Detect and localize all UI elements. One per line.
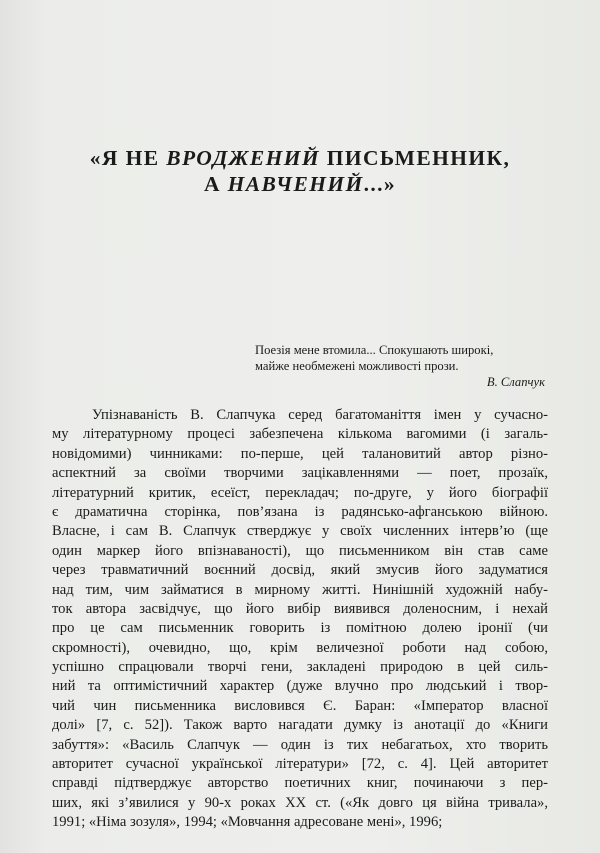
- title-line-1: [60, 145, 540, 171]
- body-line: ток автора засвідчує, що його вибір виявився доленосним, і нехай: [52, 600, 548, 617]
- body-line: ний та оптимістичний характер (дуже влучно про людський і твор-: [52, 678, 548, 695]
- body-line: через травматичний воєнний досвід, який змусив його задуматися: [52, 562, 548, 579]
- body-line: один маркер його впізнаваності), що письменником він став саме: [52, 542, 548, 559]
- epigraph-line: Поезія мене втомила... Спокушають широкі,: [255, 343, 494, 357]
- title-part: «Я НЕ: [89, 146, 167, 170]
- body-line: долі» [7, с. 52]). Також варто нагадати думку із анотації до «Книги: [52, 717, 548, 734]
- body-line: му літературному процесі забезпечена кількома вагомими (і загаль-: [52, 426, 548, 443]
- title-part: А: [203, 172, 228, 196]
- title-line-2: [60, 171, 540, 197]
- body-line: чий чин письменника висловився Є. Баран: «Імператор власної: [52, 697, 548, 714]
- body-line: Власне, і сам В. Слапчук стверджує у своїх численних інтерв’ю (ще: [52, 523, 548, 540]
- body-line: Упізнаваність В. Слапчука серед багатоманіття імен у сучасно-: [92, 407, 548, 423]
- body-line: 1991; «Німа зозуля», 1994; «Мовчання адресоване мені», 1996;: [52, 814, 443, 831]
- body-line: авторитет сучасної української літератури» [72, с. 4]. Цей авторитет: [52, 756, 548, 773]
- title-emphasis: НАВЧЕНИЙ: [227, 172, 364, 196]
- chapter-title: [60, 145, 540, 197]
- body-line: про це сам письменник говорить із помітною долею іронії (чи: [52, 620, 548, 637]
- title-part: ...»: [363, 172, 397, 196]
- epigraph-line: майже необмежені можливості прози.: [255, 359, 459, 373]
- epigraph: [255, 342, 545, 390]
- body-line: над тим, чим займатися в мирному житті. Нинішній художній набу-: [52, 581, 548, 598]
- body-line: справді підтверджує авторство поетичних книг, починаючи з пер-: [52, 775, 548, 792]
- title-part: ПИСЬМЕННИК,: [319, 146, 511, 170]
- body-line: є драматична сторінка, пов’язана із радянсько-афганською війною.: [52, 503, 548, 520]
- body-line: літературний критик, есеїст, перекладач; по-друге, у його біографії: [52, 484, 548, 501]
- body-line: забуття»: «Василь Слапчук — один із тих небагатьох, хто творить: [52, 736, 548, 753]
- body-paragraph: [52, 406, 548, 833]
- body-line: аспектний за своїми творчими зацікавленнями — поет, прозаїк,: [52, 465, 548, 482]
- body-line: ших, які з’явилися у 90-х роках ХХ ст. («Як довго ця війна тривала»,: [52, 794, 548, 811]
- body-line: новідомими) чинниками: по-перше, цей талановитий автор різно-: [52, 445, 548, 462]
- body-line: успішно спрацювали творчі гени, закладені природою в цей силь-: [52, 659, 548, 676]
- epigraph-author: В. Слапчук: [486, 375, 545, 389]
- title-emphasis: ВРОДЖЕНИЙ: [166, 146, 320, 170]
- body-line: скромності), очевидно, що, крім величезної роботи над собою,: [52, 639, 548, 656]
